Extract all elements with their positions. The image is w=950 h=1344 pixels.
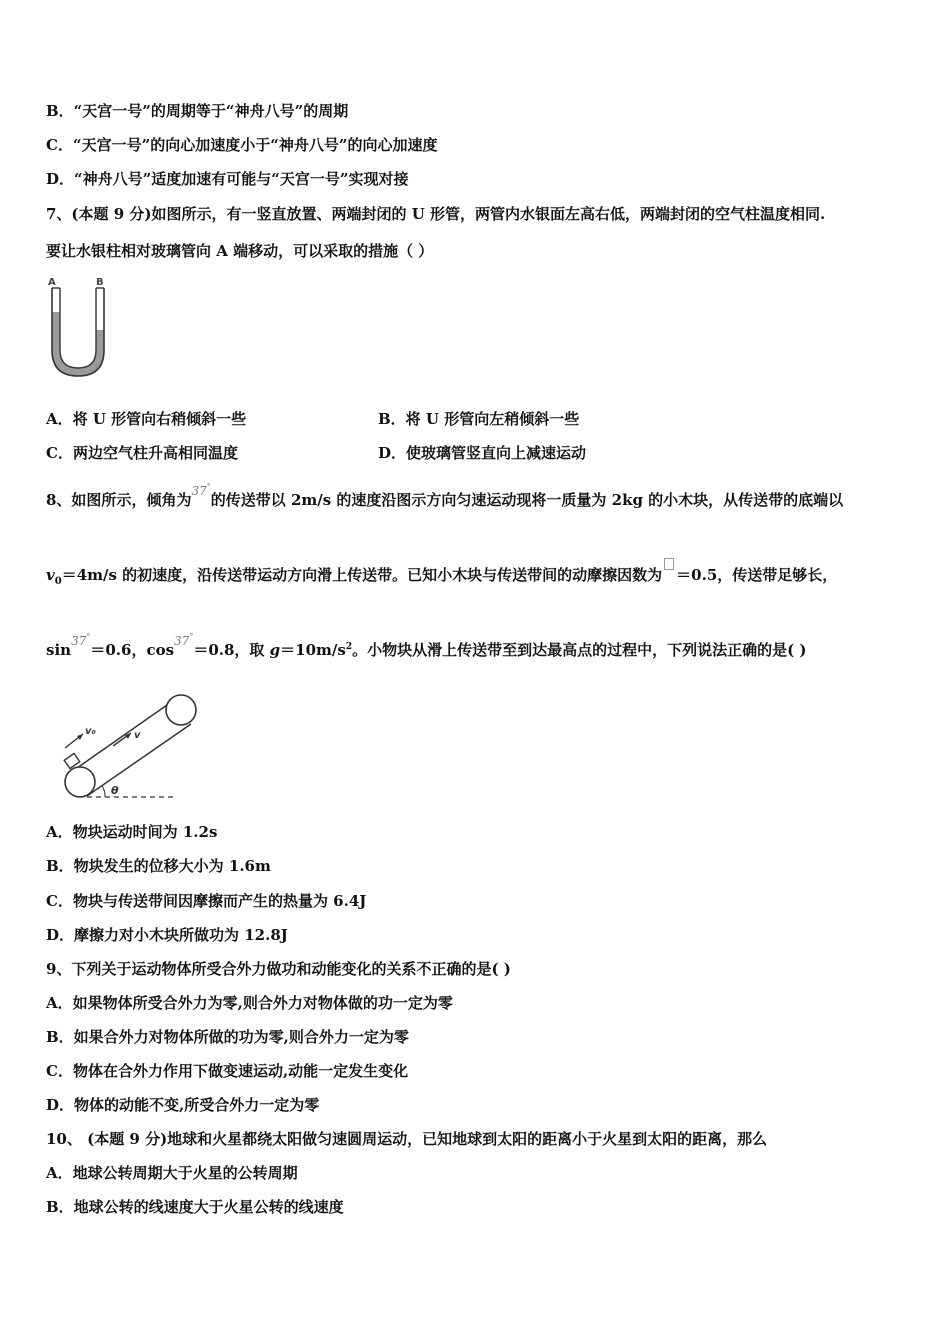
q8-option-c: C．物块与传送带间因摩擦而产生的热量为 6.4J	[46, 892, 367, 910]
u-tube-figure	[40, 272, 120, 384]
q8-option-d: D．摩擦力对小木块所做功为 12.8J	[46, 926, 288, 944]
q8-stem-line3: $\sin^{37^\circ}=0.6$，$\cos^{37^\circ}=0.8$，取 $g=10m/s^2$。小物块从滑上传送带至到达最高点的过程中，下列说法正确的是( )	[46, 632, 807, 659]
conveyor-belt-figure	[55, 684, 205, 804]
q8-text-2b: ＝0.5，传送带足够长，	[676, 566, 838, 584]
q8-text-3b: ＝0.8，取	[193, 641, 270, 659]
q8-text-1a: 8、如图所示，倾角为	[46, 491, 192, 509]
q6-option-b: B．“天宫一号”的周期等于“神舟八号”的周期	[46, 102, 349, 120]
q9-option-b: B．如果合外力对物体所做的功为零,则合外力一定为零	[46, 1028, 409, 1046]
q9-option-d: D．物体的动能不变,所受合外力一定为零	[46, 1096, 320, 1114]
q6-option-c: C．“天宫一号”的向心加速度小于“神舟八号”的向心加速度	[46, 136, 438, 154]
q7-option-b: B．将 U 形管向左稍倾斜一些	[378, 410, 580, 428]
q10-stem: 10、 (本题 9 分)地球和火星都绕太阳做匀速圆周运动，已知地球到太阳的距离小于火星到太阳的距离，那么	[46, 1130, 768, 1148]
q8-text-3c: ＝10m/s	[280, 641, 346, 659]
v0-label: v₀	[85, 726, 96, 737]
q8-angle-2: 37	[71, 634, 87, 648]
q8-v-symbol: v	[46, 566, 55, 584]
q7-option-a: A．将 U 形管向右稍倾斜一些	[46, 410, 247, 428]
q8-stem-line2	[46, 564, 837, 589]
q10-option-b: B．地球公转的线速度大于火星公转的线速度	[46, 1198, 344, 1216]
q8-text-3a: ＝0.6，cos	[90, 641, 175, 659]
q8-text-3d: 。小物块从滑上传送带至到达最高点的过程中，下列说法正确的是( )	[352, 641, 807, 659]
q8-stem-line1: 8、如图所示，倾角为$^{37^\circ}$的传送带以 2m/s 的速度沿图示方向匀速运动现将一质量为 2kg 的小木块，从传送带的底端以	[46, 482, 844, 509]
q6-option-d: D．“神舟八号”适度加速有可能与“天宫一号”实现对接	[46, 170, 409, 188]
q7-stem-line2: 要让水银柱相对玻璃管向 A 端移动，可以采取的措施（ ）	[46, 242, 434, 260]
q9-option-a: A．如果物体所受合外力为零,则合外力对物体做的功一定为零	[46, 994, 453, 1012]
u-tube-label-a: A	[48, 277, 56, 288]
q8-sin: sin	[46, 641, 72, 659]
q8-option-b: B．物块发生的位移大小为 1.6m	[46, 857, 271, 875]
q8-text-2a: ＝4m/s 的初速度，沿传送带运动方向滑上传送带。已知小木块与传送带间的动摩擦因数为	[61, 566, 663, 584]
q7-option-c: C．两边空气柱升高相同温度	[46, 444, 238, 462]
q9-option-c: C．物体在合外力作用下做变速运动,动能一定发生变化	[46, 1062, 409, 1080]
q8-angle-3: 37	[174, 634, 190, 648]
q8-angle-1: 37	[191, 484, 207, 498]
v-label: v	[134, 730, 141, 741]
q7-stem-line1: 7、(本题 9 分)如图所示，有一竖直放置、两端封闭的 U 形管，两管内水银面左高右低，两端封闭的空气柱温度相同.	[46, 205, 826, 223]
q8-superscript: 2	[345, 642, 353, 652]
q8-option-a: A．物块运动时间为 1.2s	[46, 823, 218, 841]
q8-g-symbol: g	[269, 641, 281, 659]
q8-text-1b: 的传送带以 2m/s 的速度沿图示方向匀速运动现将一质量为 2kg 的小木块，从传送带的底端以	[210, 491, 844, 509]
theta-label: θ	[111, 784, 119, 797]
q7-option-d: D．使玻璃管竖直向上减速运动	[378, 444, 587, 462]
q10-option-a: A．地球公转周期大于火星的公转周期	[46, 1164, 298, 1182]
mu-symbol-placeholder	[664, 558, 674, 570]
u-tube-label-b: B	[96, 277, 104, 288]
q8-v-subscript: 0	[54, 576, 62, 587]
q9-stem: 9、下列关于运动物体所受合外力做功和动能变化的关系不正确的是( )	[46, 960, 511, 978]
